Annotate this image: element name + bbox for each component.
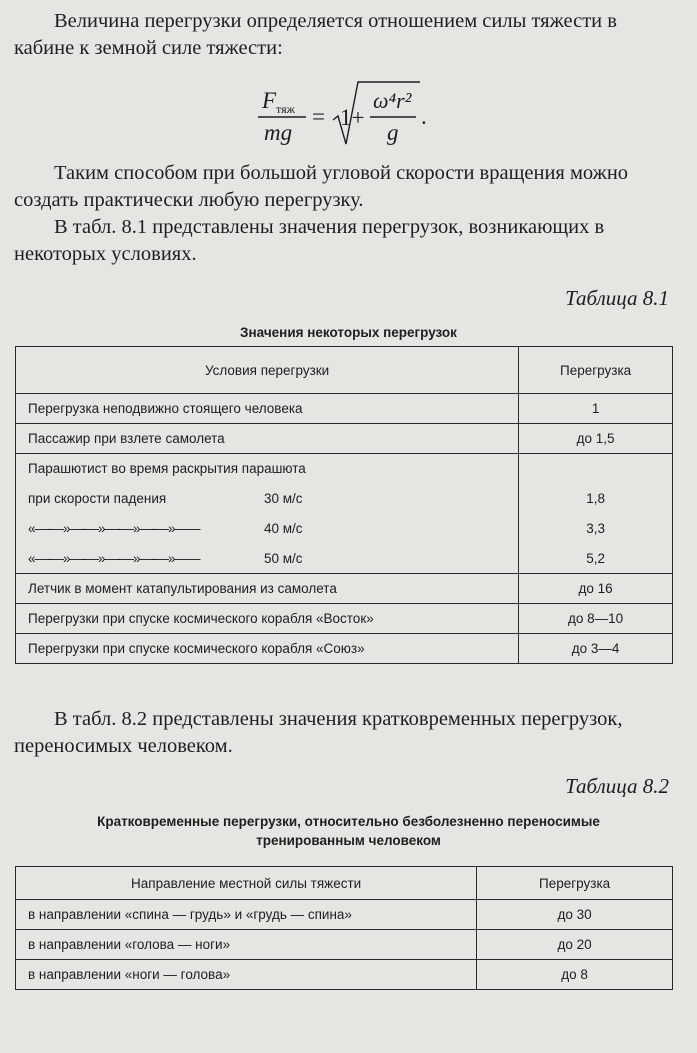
table-row <box>16 900 673 930</box>
table-row <box>16 514 673 544</box>
table2-caption: Таблица 8.2 <box>565 774 669 798</box>
table1-speed-value: 40 м/с <box>264 521 303 536</box>
table1-cell-value: 3,3 <box>519 514 673 544</box>
table1-cell-condition: Пассажир при взлете самолета <box>16 424 519 454</box>
overload-formula <box>0 80 697 150</box>
table2-title-line2: тренированным человеком <box>256 833 441 848</box>
table1-cell-value: до 3—4 <box>519 634 673 664</box>
table1-cell-value: до 8—10 <box>519 604 673 634</box>
formula-period: . <box>421 104 427 129</box>
table2-header-overload: Перегрузка <box>477 867 673 900</box>
table1-speed-label: при скорости падения <box>28 491 167 506</box>
table2-title-line1: Кратковременные перегрузки, относительно безболезненно переносимые <box>97 814 600 829</box>
table2-cell-value: до 8 <box>477 960 673 990</box>
table1-cell-condition: Перегрузка неподвижно стоящего человека <box>16 394 519 424</box>
table2-header-direction: Направление местной силы тяжести <box>16 867 477 900</box>
table-row <box>16 960 673 990</box>
table2-cell-value: до 30 <box>477 900 673 930</box>
table2-cell-direction: в направлении «голова — ноги» <box>16 930 477 960</box>
table-row <box>16 394 673 424</box>
table1-ditto-marks: «—-—»—-—»—-—»—-—»—— <box>28 521 200 536</box>
formula-equals: = <box>312 104 325 129</box>
table2-cell-direction: в направлении «спина — грудь» и «грудь — спина» <box>16 900 477 930</box>
table1-cell-value: 1 <box>519 394 673 424</box>
paragraph-ratio-definition: Величина перегрузки определяется отношением силы тяжести в кабине к земной силе тяжести: <box>14 10 617 59</box>
table1-cell-condition: Летчик в момент катапультирования из самолета <box>16 574 519 604</box>
table1-cell-condition: Перегрузки при спуске космического корабля «Восток» <box>16 604 519 634</box>
table1-caption: Таблица 8.1 <box>565 286 669 310</box>
table2-cell-direction: в направлении «ноги — голова» <box>16 960 477 990</box>
paragraph-table1-intro: В табл. 8.1 представлены значения перегрузок, возникающих в некоторых условиях. <box>14 216 605 265</box>
table1-cell-condition <box>16 544 519 574</box>
table1-header-overload: Перегрузка <box>519 347 673 394</box>
formula-rhs-denominator: g <box>387 120 399 145</box>
table-row <box>16 930 673 960</box>
table1-cell-condition <box>16 484 519 514</box>
formula-lhs-denominator: mg <box>264 120 293 145</box>
table-row <box>16 604 673 634</box>
table-row <box>16 574 673 604</box>
table-row <box>16 544 673 574</box>
table1-ditto-marks: «—-—»—-—»—-—»—-—»—— <box>28 550 200 566</box>
table1-cell-value: 1,8 <box>519 484 673 514</box>
formula-rhs-numerator: ω⁴r² <box>373 88 412 113</box>
table1-cell-value: 5,2 <box>519 544 673 574</box>
table1-speed-value: 30 м/с <box>264 491 303 506</box>
table1-cell-value: до 1,5 <box>519 424 673 454</box>
table1-cell-value <box>519 454 673 484</box>
table2-short-overloads <box>15 866 673 990</box>
formula-lhs-subscript: тяж <box>276 102 295 116</box>
table1-overloads <box>15 346 673 664</box>
table2-cell-value: до 20 <box>477 930 673 960</box>
table1-header-condition: Условия перегрузки <box>16 347 519 394</box>
table1-cell-value: до 16 <box>519 574 673 604</box>
paragraph-table2-intro: В табл. 8.2 представлены значения кратковременных перегрузок, переносимых человеком. <box>14 708 623 757</box>
paragraph-angular-speed: Таким способом при большой угловой скорости вращения можно создать практически любую перегрузку. <box>14 162 629 211</box>
formula-one-plus: 1+ <box>340 105 365 130</box>
table1-cell-condition: Парашютист во время раскрытия парашюта <box>16 454 519 484</box>
table-row <box>16 634 673 664</box>
table-row <box>16 424 673 454</box>
table-row <box>16 484 673 514</box>
table1-title: Значения некоторых перегрузок <box>240 325 457 340</box>
table1-speed-value: 50 м/с <box>264 550 303 566</box>
table-row <box>16 454 673 484</box>
table1-cell-condition: Перегрузки при спуске космического корабля «Союз» <box>16 634 519 664</box>
formula-lhs-numerator: F <box>262 88 277 113</box>
table1-cell-condition <box>16 514 519 544</box>
